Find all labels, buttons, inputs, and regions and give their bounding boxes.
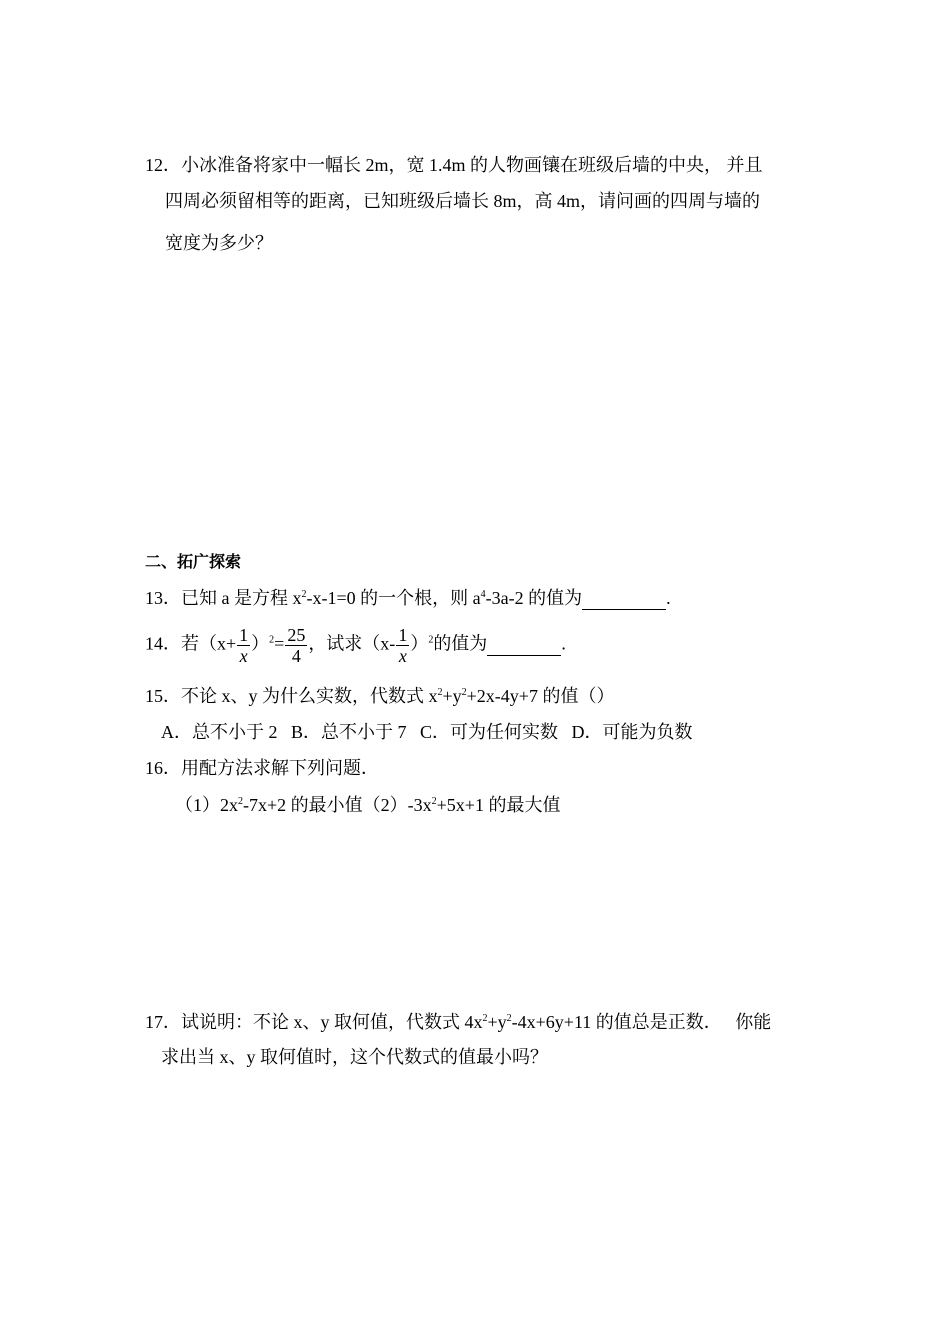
- question-13: 13．已知 a 是方程 $x^2-x-1=0$ 的一个根，则 $a^4-3a-2$ 的值为 .: [145, 588, 671, 608]
- question-15-options: A．总不小于 2 B．总不小于 7 C．可为任何实数 D．可能为负数: [161, 722, 693, 742]
- answer-blank[interactable]: [487, 633, 561, 656]
- question-16-sub: $(1)2x^2-7x+2$ 的最小值$(2)-3x^2+5x+1$ 的最大值: [175, 795, 561, 815]
- answer-blank[interactable]: [582, 587, 666, 610]
- question-12-line2: 四周必须留相等的距离，已知班级后墙长 8m，高 4m，请问画的四周与墙的: [165, 191, 760, 211]
- section-heading: 二、拓广探索: [145, 552, 242, 571]
- question-16: 16．用配方法求解下列问题．: [145, 758, 379, 778]
- question-17-line2: 求出当 x、y 取何值时，这个代数式的值最小吗？: [161, 1047, 548, 1067]
- question-12-line3: 宽度为多少？: [165, 233, 273, 253]
- question-14: 14．若（x+ $\frac{1}{x}$ ）$^2$= $\frac{25}{4}$ ，试求（x- $\frac{1}{x}$ ）$^2$的值为 .: [145, 625, 566, 666]
- question-15: 15．不论 x、y 为什么实数，代数式 $x^2+y^2+2x-4y+7$ 的值（）: [145, 686, 615, 706]
- question-17-line1: 17．试说明：不论 x、y 取何值，代数式 $4x^2+y^2-4x+6y+11$ 的值总是正数． 你能: [145, 1012, 772, 1032]
- question-12-line1: 12．小冰准备将家中一幅长 2m，宽 1.4m 的人物画镶在班级后墙的中央， 并且: [145, 155, 763, 175]
